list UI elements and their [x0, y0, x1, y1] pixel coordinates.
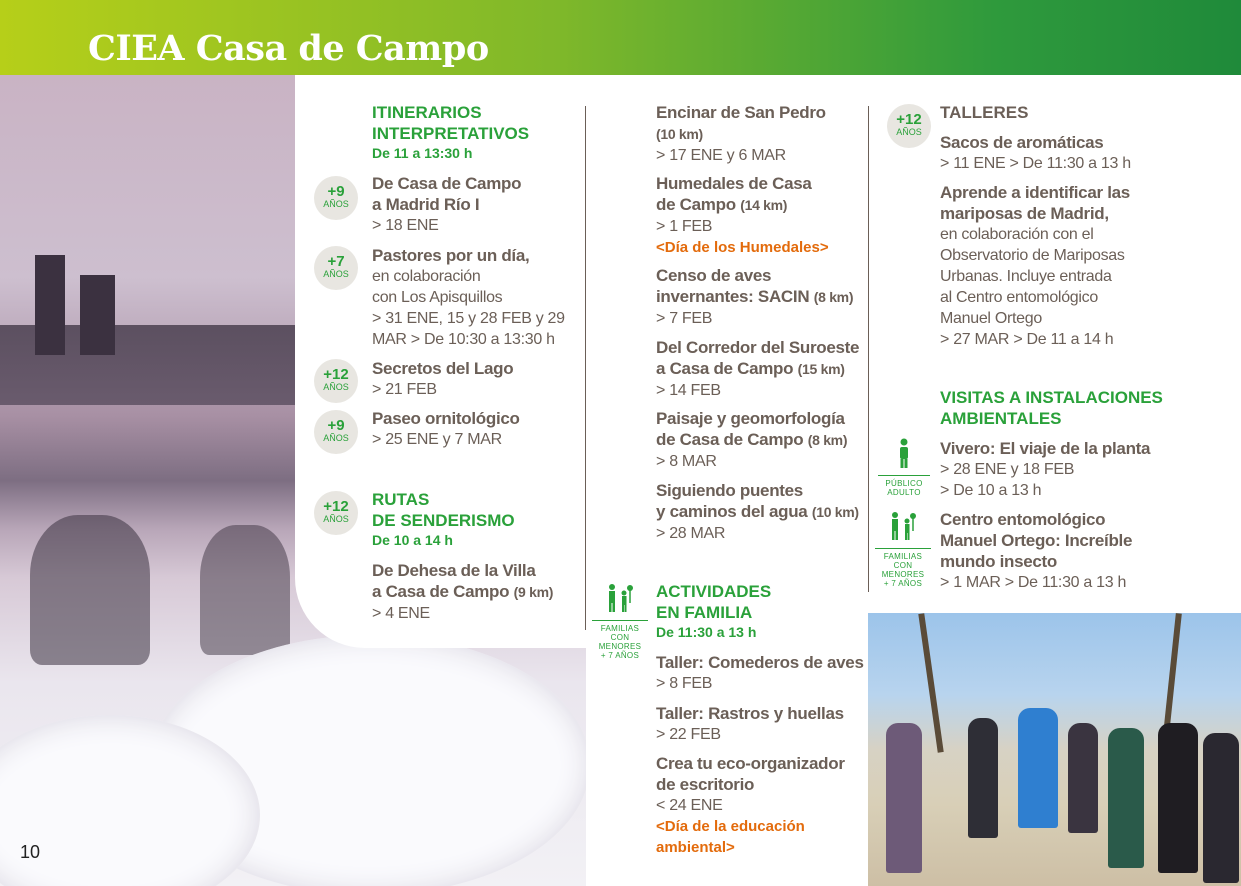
activity-date: > 17 ENE y 6 MAR — [656, 147, 786, 164]
activity-item — [656, 480, 859, 544]
building-silhouette — [80, 275, 115, 355]
building-silhouette — [35, 255, 65, 355]
section-title: ITINERARIOS — [372, 103, 482, 122]
column-divider — [585, 106, 586, 630]
activity-date: > 31 ENE, 15 y 28 FEB y 29 — [372, 310, 565, 327]
activity-title: mundo insecto — [940, 552, 1057, 571]
person — [1203, 733, 1239, 883]
activity-date: > 28 ENE y 18 FEB — [940, 461, 1075, 478]
activity-date: > 1 MAR > De 11:30 a 13 h — [940, 574, 1127, 591]
bush-silhouette — [30, 515, 150, 665]
activity-date: > 22 FEB — [656, 726, 721, 743]
section-schedule: De 11 a 13:30 h — [372, 145, 473, 161]
activity-subtitle: Urbanas. Incluye entrada — [940, 268, 1112, 285]
activity-item — [372, 358, 513, 400]
activity-item — [372, 245, 565, 350]
activity-date: > De 10 a 13 h — [940, 482, 1042, 499]
activity-title: Taller: Comederos de aves — [656, 653, 864, 672]
activity-title: invernantes: SACIN — [656, 287, 810, 306]
activity-title: Censo de aves — [656, 266, 772, 285]
activity-title: de escritorio — [656, 775, 755, 794]
activity-title: De Casa de Campo — [372, 174, 522, 193]
activity-subtitle: al Centro entomológico — [940, 289, 1098, 306]
activity-title: Sacos de aromáticas — [940, 133, 1104, 152]
section-title: TALLERES — [940, 103, 1029, 122]
activity-note: ambiental> — [656, 839, 735, 856]
activity-date: > 27 MAR > De 11 a 14 h — [940, 331, 1114, 348]
activity-item — [656, 753, 845, 858]
activity-item — [372, 560, 553, 624]
activity-title: de Campo — [656, 195, 736, 214]
page-number: 10 — [20, 842, 41, 862]
activity-title: Humedales de Casa — [656, 174, 812, 193]
activity-subtitle: con Los Apisquillos — [372, 289, 503, 306]
activity-title: de Casa de Campo — [656, 430, 804, 449]
section-visitas — [940, 387, 1163, 429]
activity-item — [656, 265, 853, 329]
activity-subtitle: Manuel Ortego — [940, 310, 1042, 327]
activity-date: > 21 FEB — [372, 381, 437, 398]
activity-title: a Casa de Campo — [372, 582, 510, 601]
activity-subtitle: en colaboración con el — [940, 226, 1094, 243]
age-badge: +12 AÑOS — [314, 491, 358, 535]
activity-item — [940, 182, 1130, 350]
person — [968, 718, 998, 838]
activity-distance: (8 km) — [807, 432, 848, 448]
section-title: AMBIENTALES — [940, 409, 1062, 428]
age-badge: +12 AÑOS — [887, 104, 931, 148]
person — [1068, 723, 1098, 833]
families-badge: FAMILIAS CON MENORES + 7 AÑOS — [592, 583, 648, 660]
person — [1018, 708, 1058, 828]
section-title: RUTAS — [372, 490, 430, 509]
activity-title: De Dehesa de la Villa — [372, 561, 536, 580]
activity-distance: (8 km) — [813, 289, 854, 305]
activity-item — [940, 132, 1131, 174]
activity-note: <Día de la educación — [656, 818, 805, 835]
activity-title: a Madrid Río I — [372, 195, 480, 214]
section-talleres — [940, 102, 1028, 123]
activity-item — [940, 438, 1150, 501]
activity-title: Encinar de San Pedro — [656, 103, 826, 122]
activity-distance: (10 km) — [811, 504, 859, 520]
activity-title: mariposas de Madrid, — [940, 204, 1109, 223]
activity-date: > 14 FEB — [656, 382, 721, 399]
activity-subtitle: Observatorio de Mariposas — [940, 247, 1125, 264]
activity-title: Taller: Rastros y huellas — [656, 704, 844, 723]
activity-item — [372, 408, 520, 450]
activity-date: MAR > De 10:30 a 13:30 h — [372, 331, 555, 348]
section-schedule: De 11:30 a 13 h — [656, 624, 757, 640]
section-familia — [656, 581, 771, 642]
activity-item — [372, 173, 521, 236]
page-title: CIEA Casa de Campo — [88, 28, 489, 69]
activity-date: > 11 ENE > De 11:30 a 13 h — [940, 155, 1131, 172]
activity-item — [656, 652, 864, 694]
tree-trunk — [918, 613, 943, 752]
activity-item — [656, 337, 859, 401]
person — [886, 723, 922, 873]
page-header — [0, 0, 1241, 75]
activity-subtitle: en colaboración — [372, 268, 481, 285]
activity-item — [656, 408, 847, 472]
adult-icon — [895, 438, 913, 468]
section-itinerarios — [372, 102, 529, 163]
family-icon — [887, 511, 919, 541]
activity-title: y caminos del agua — [656, 502, 808, 521]
activity-item — [656, 703, 844, 745]
activity-title: Del Corredor del Suroeste — [656, 338, 860, 357]
activity-date: > 25 ENE y 7 MAR — [372, 431, 502, 448]
activity-item — [940, 509, 1132, 593]
activity-note: <Día de los Humedales> — [656, 239, 829, 256]
section-title: INTERPRETATIVOS — [372, 124, 530, 143]
activity-date: > 4 ENE — [372, 605, 430, 622]
age-badge: +12 AÑOS — [314, 359, 358, 403]
section-title: EN FAMILIA — [656, 603, 753, 622]
activity-date: > 8 MAR — [656, 453, 717, 470]
age-badge: +7 AÑOS — [314, 246, 358, 290]
activity-item — [656, 102, 826, 166]
activity-title: Paisaje y geomorfología — [656, 409, 845, 428]
section-schedule: De 10 a 14 h — [372, 532, 453, 548]
birdwatching-group-photo — [868, 613, 1241, 886]
activity-title: Paseo ornitológico — [372, 409, 520, 428]
activity-title: Manuel Ortego: Increíble — [940, 531, 1133, 550]
section-title: VISITAS A INSTALACIONES — [940, 388, 1163, 407]
section-title: ACTIVIDADES — [656, 582, 772, 601]
adult-public-badge: PÚBLICO ADULTO — [878, 438, 930, 497]
families-badge: FAMILIAS CON MENORES + 7 AÑOS — [875, 511, 931, 588]
activity-title: Secretos del Lago — [372, 359, 514, 378]
activity-title: a Casa de Campo — [656, 359, 794, 378]
person — [1158, 723, 1198, 873]
activity-date: > 7 FEB — [656, 310, 713, 327]
activity-title: Centro entomológico — [940, 510, 1106, 529]
age-badge: +9 AÑOS — [314, 176, 358, 220]
person — [1108, 728, 1144, 868]
age-badge: +9 AÑOS — [314, 410, 358, 454]
activity-date: > 8 FEB — [656, 675, 713, 692]
activity-date: > 18 ENE — [372, 217, 439, 234]
activity-date: < 24 ENE — [656, 797, 723, 814]
bush-silhouette — [200, 525, 290, 655]
activity-item — [656, 173, 829, 258]
family-icon — [604, 583, 636, 613]
section-title: DE SENDERISMO — [372, 511, 515, 530]
activity-title: Vivero: El viaje de la planta — [940, 439, 1151, 458]
activity-title: Siguiendo puentes — [656, 481, 803, 500]
activity-title: Crea tu eco-organizador — [656, 754, 845, 773]
activity-date: > 28 MAR — [656, 525, 726, 542]
activity-date: > 1 FEB — [656, 218, 713, 235]
activity-distance: (10 km) — [656, 126, 703, 142]
activity-title: Pastores por un día, — [372, 246, 530, 265]
activity-distance: (9 km) — [513, 584, 554, 600]
section-rutas — [372, 489, 515, 550]
activity-distance: (14 km) — [740, 197, 788, 213]
activity-distance: (15 km) — [797, 361, 845, 377]
column-divider — [868, 106, 869, 592]
activity-title: Aprende a identificar las — [940, 183, 1130, 202]
